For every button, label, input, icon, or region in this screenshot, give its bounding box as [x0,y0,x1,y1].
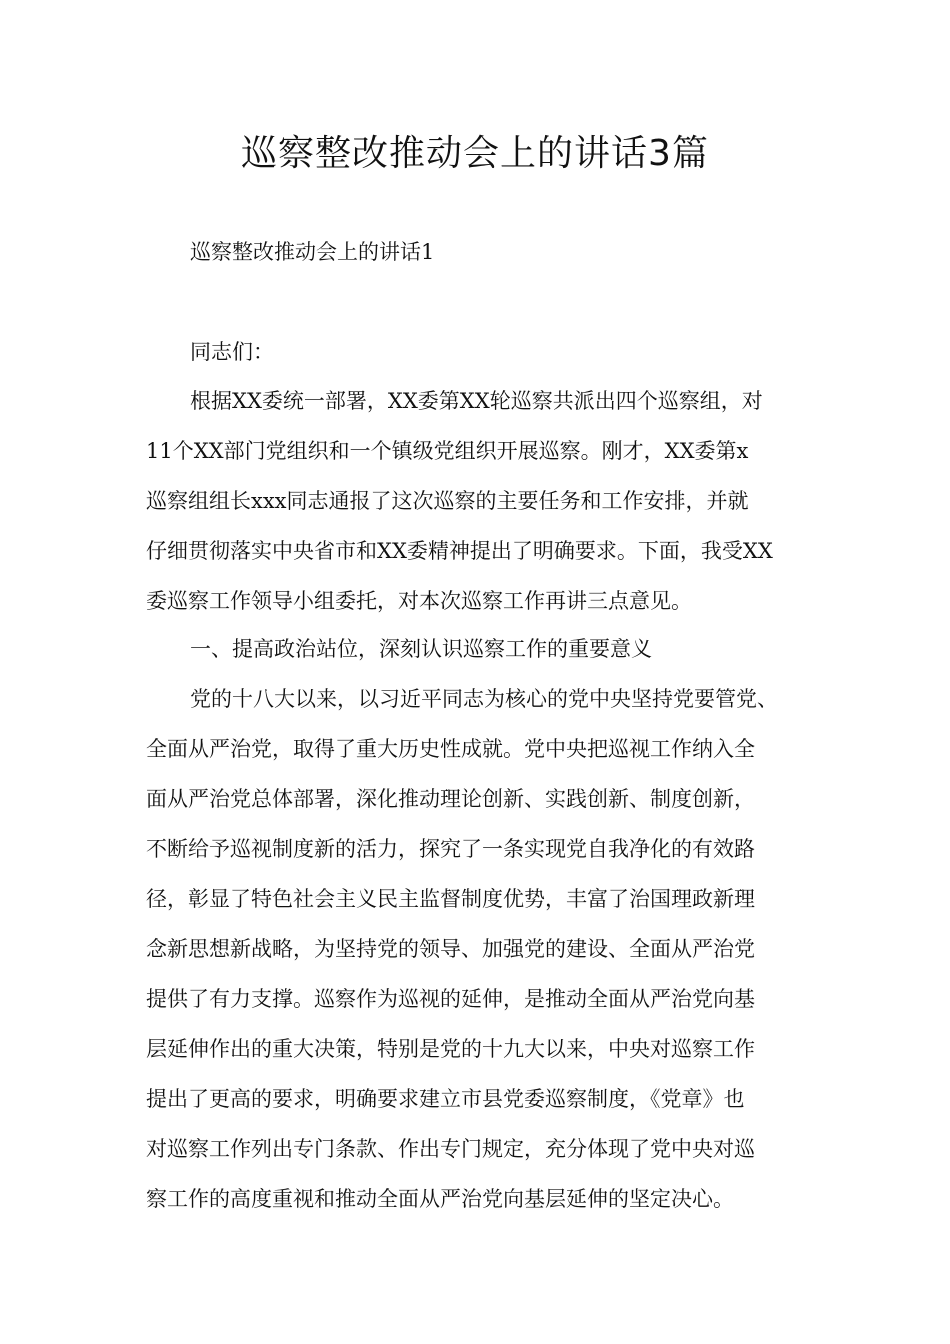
paragraph-line: 念新思想新战略，为坚持党的领导、加强党的建设、全面从严治党 [146,937,755,961]
paragraph-line: 根据XX委统一部署，XX委第XX轮巡察共派出四个巡察组，对 [190,389,763,413]
paragraph-line: 党的十八大以来，以习近平同志为核心的党中央坚持党要管党、 [190,687,778,711]
paragraph-line: 11个XX部门党组织和一个镇级党组织开展巡察。刚才，XX委第x [146,439,749,463]
paragraph-line: 巡察组组长xxx同志通报了这次巡察的主要任务和工作安排，并就 [146,489,749,513]
paragraph-line: 委巡察工作领导小组委托，对本次巡察工作再讲三点意见。 [146,589,692,613]
paragraph-line: 提供了有力支撑。巡察作为巡视的延伸，是推动全面从严治党向基 [146,987,755,1011]
paragraph-line: 层延伸作出的重大决策，特别是党的十九大以来，中央对巡察工作 [146,1037,755,1061]
section-heading: 一、提高政治站位，深刻认识巡察工作的重要意义 [190,637,652,661]
paragraph-line: 察工作的高度重视和推动全面从严治党向基层延伸的坚定决心。 [146,1187,734,1211]
paragraph-line: 提出了更高的要求，明确要求建立市县党委巡察制度，《党章》也 [146,1087,745,1111]
paragraph-line: 全面从严治党，取得了重大历史性成就。党中央把巡视工作纳入全 [146,737,755,761]
salutation: 同志们： [190,340,274,364]
section-heading: 巡察整改推动会上的讲话1 [190,240,435,264]
paragraph-line: 对巡察工作列出专门条款、作出专门规定，充分体现了党中央对巡 [146,1137,755,1161]
paragraph-line: 仔细贯彻落实中央省市和XX委精神提出了明确要求。下面，我受XX [146,539,773,563]
paragraph-line: 面从严治党总体部署，深化推动理论创新、实践创新、制度创新， [146,787,755,811]
paragraph-line: 径，彰显了特色社会主义民主监督制度优势，丰富了治国理政新理 [146,887,755,911]
document-title: 巡察整改推动会上的讲话3篇 [241,133,709,174]
paragraph-line: 不断给予巡视制度新的活力，探究了一条实现党自我净化的有效路 [146,837,755,861]
